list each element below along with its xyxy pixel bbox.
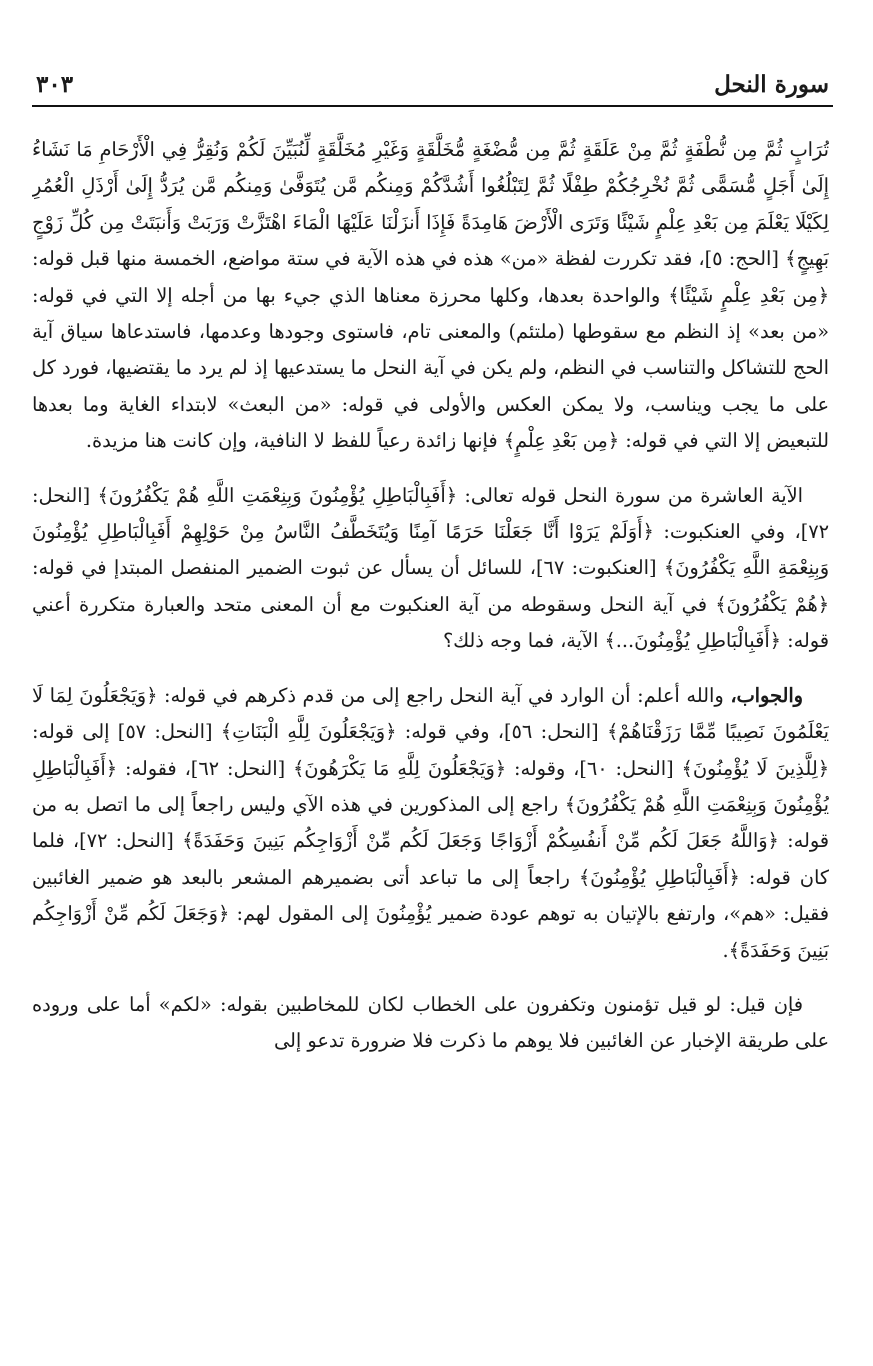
paragraph-objection	[32, 987, 829, 1060]
paragraph-text: الآية العاشرة من سورة النحل قوله تعالى: ﴿أَفَبِالْبَاطِلِ يُؤْمِنُونَ وَبِنِعْمَتِ اللَّهِ هُمْ يَكْفُرُونَ﴾ [النحل: ٧٢]، وفي العنكبوت: ﴿أَوَلَمْ يَرَوْا أَنَّا جَعَلْنَا حَرَمًا آمِنًا وَيُتَخَطَّفُ النَّاسُ مِنْ حَوْلِهِمْ أَفَبِالْبَاطِلِ يُؤْمِنُونَ وَبِنِعْمَةِ اللَّهِ يَكْفُرُونَ﴾ [العنكبوت: ٦٧]، للسائل أن يسأل عن ثبوت الضمير المنفصل المبتدإ في قوله: ﴿هُمْ يَكْفُرُونَ﴾ في آية النحل وسقوطه من آية العنكبوت مع أن المعنى متحد والعبارة متكررة أعني قوله: ﴿أَفَبِالْبَاطِلِ يُؤْمِنُونَ...﴾ الآية، فما وجه ذلك؟	[32, 483, 829, 653]
paragraph-text: والله أعلم: أن الوارد في آية النحل راجع إلى من قدم ذكرهم في قوله: ﴿وَيَجْعَلُونَ لِمَا لَا يَعْلَمُونَ نَصِيبًا مِّمَّا رَزَقْنَاهُمْ﴾ [النحل: ٥٦]، وفي قوله: ﴿وَيَجْعَلُونَ لِلَّهِ الْبَنَاتِ﴾ [النحل: ٥٧] إلى قوله: ﴿لِلَّذِينَ لَا يُؤْمِنُونَ﴾ [النحل: ٦٠]، وقوله: ﴿وَيَجْعَلُونَ لِلَّهِ مَا يَكْرَهُونَ﴾ [النحل: ٦٢]، فقوله: ﴿أَفَبِالْبَاطِلِ يُؤْمِنُونَ وَبِنِعْمَتِ اللَّهِ هُمْ يَكْفُرُونَ﴾ راجع إلى المذكورين في هذه الآي وليس راجعاً إلى ما اتصل به من قوله: ﴿وَاللَّهُ جَعَلَ لَكُم مِّنْ أَنفُسِكُمْ أَزْوَاجًا وَجَعَلَ لَكُم مِّنْ أَزْوَاجِكُم بَنِينَ وَحَفَدَةً﴾ [النحل: ٧٢]، فلما كان قوله: ﴿أَفَبِالْبَاطِلِ يُؤْمِنُونَ﴾ راجعاً إلى ما تباعد أتى بضميرهم المشعر بالبعد هو ضمير الغائبين فقيل: «هم»، وارتفع بالإتيان به توهم عودة ضمير يُؤْمِنُونَ إلى المقول لهم: ﴿وَجَعَلَ لَكُم مِّنْ أَزْوَاجِكُم بَنِينَ وَحَفَدَةً﴾.	[32, 683, 829, 962]
page-body	[32, 132, 829, 1346]
paragraph-text: تُرَابٍ ثُمَّ مِن نُّطْفَةٍ ثُمَّ مِنْ عَلَقَةٍ ثُمَّ مِن مُّضْغَةٍ مُّخَلَّقَةٍ وَغَيْرِ مُخَلَّقَةٍ لِّنُبَيِّنَ لَكُمْ وَنُقِرُّ فِي الْأَرْحَامِ مَا نَشَاءُ إِلَىٰ أَجَلٍ مُّسَمًّى ثُمَّ نُخْرِجُكُمْ طِفْلًا ثُمَّ لِتَبْلُغُوا أَشُدَّكُمْ وَمِنكُم مَّن يُتَوَفَّىٰ وَمِنكُم مَّن يُرَدُّ إِلَىٰ أَرْذَلِ الْعُمُرِ لِكَيْلَا يَعْلَمَ مِن بَعْدِ عِلْمٍ شَيْئًا وَتَرَى الْأَرْضَ هَامِدَةً فَإِذَا أَنزَلْنَا عَلَيْهَا الْمَاءَ اهْتَزَّتْ وَرَبَتْ وَأَنبَتَتْ مِن كُلِّ زَوْجٍ بَهِيجٍ﴾ [الحج: ٥]، فقد تكررت لفظة «من» هذه في هذه الآية في ستة مواضع، الخمسة منها قبل قوله: ﴿مِن بَعْدِ عِلْمٍ شَيْئًا﴾ والواحدة بعدها، وكلها محرزة معناها الذي جيء بها من أجله إلا التي في قوله: «من بعد» إذ النظم مع سقوطها (ملتئم) والمعنى تام، فاستوى وجودها وعدمها، فاستدعاها سياق آية الحج للتشاكل والتناسب في النظم، ولم يكن في آية النحل ما يستدعيها إذ لم يرد ما يقتضيها، فورد كل على ما يجب ويناسب، ولا يمكن العكس والأولى في قوله: «من البعث» لابتداء الغاية وما بعدها للتبعيض إلا التي في قوله: ﴿مِن بَعْدِ عِلْمٍ﴾ فإنها زائدة رعياً للفظ لا النافية، وإن كانت هنا مزيدة.	[32, 138, 829, 453]
paragraph-continuation	[32, 132, 829, 460]
paragraph-text: فإن قيل: لو قيل تؤمنون وتكفرون على الخطاب لكان للمخاطبين بقوله: «لكم» أما على وروده على طريقة الإخبار عن الغائبين فلا يوهم ما ذكرت فلا ضرورة تدعو إلى	[32, 992, 829, 1053]
running-header	[36, 58, 829, 98]
page-number: ٣٠٣	[36, 71, 74, 98]
header-rule	[32, 105, 833, 107]
paragraph-tenth-verse	[32, 478, 829, 660]
paragraph-answer	[32, 678, 829, 969]
answer-lead: والجواب،	[730, 683, 803, 707]
surah-title: سورة النحل	[714, 71, 829, 98]
